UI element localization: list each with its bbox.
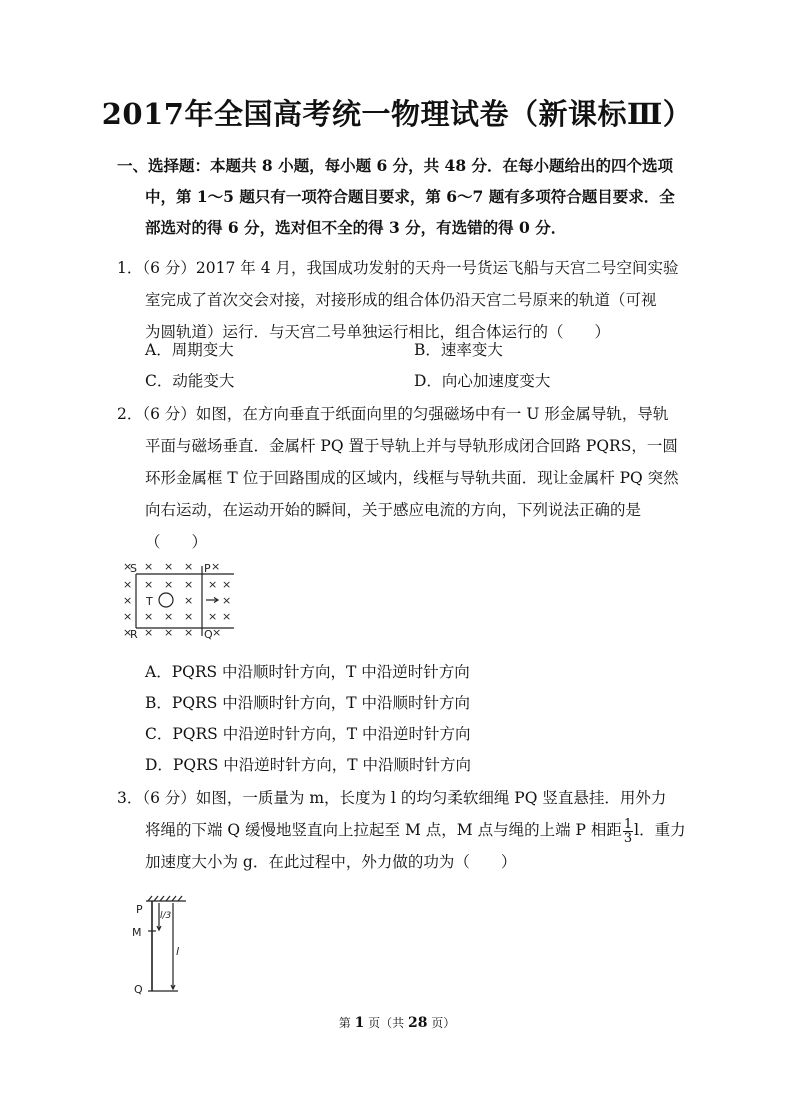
label-p: P	[204, 562, 211, 575]
cross-mark: ×	[164, 578, 174, 591]
cross-mark: ×	[123, 626, 133, 639]
section-line-1: 一、选择题：本题共 8 小题，每小题 6 分，共 48 分．在每小题给出的四个选项	[117, 156, 674, 175]
fraction-denominator: 3	[623, 830, 633, 846]
label-p: P	[136, 903, 143, 916]
fraction-numerator: 1	[623, 816, 633, 832]
question-1-line-3: 为圆轨道）运行．与天宫二号单独运行相比，组合体运行的（ ）	[145, 323, 611, 341]
question-2-line-1: 2．（6 分）如图，在方向垂直于纸面向里的匀强磁场中有一 U 形金属导轨，导轨	[117, 405, 669, 423]
question-3	[117, 782, 687, 878]
section-line-2: 中，第 1～5 题只有一项符合题目要求，第 6～7 题有多项符合题目要求．全	[145, 187, 675, 206]
question-2-line-2: 平面与磁场垂直．金属杆 PQ 置于导轨上并与导轨形成闭合回路 PQRS，一圆	[145, 437, 678, 455]
footer-suffix: 页）	[427, 1016, 456, 1030]
footer-page-number: 1	[354, 1015, 365, 1031]
question-2	[117, 398, 687, 558]
question-1-option-c: C．动能变大	[145, 372, 235, 390]
cross-mark: ×	[184, 560, 194, 573]
question-2-line-3: 环形金属框 T 位于回路围成的区域内，线框与导轨共面．现让金属杆 PQ 突然	[145, 469, 679, 487]
label-q: Q	[134, 983, 143, 996]
cross-mark: ×	[222, 610, 232, 623]
question-3-line-2	[117, 814, 687, 846]
cross-mark: ×	[144, 578, 154, 591]
cross-mark: ×	[212, 626, 222, 639]
label-r: R	[130, 628, 138, 641]
label-l-third: l/3	[160, 911, 172, 921]
cross-mark: ×	[164, 626, 174, 639]
question-2-line-5: （ ）	[145, 533, 208, 551]
footer-prefix: 第	[338, 1016, 355, 1030]
question-1-line-2: 室完成了首次交会对接，对接形成的组合体仍沿天宫二号原来的轨道（可视	[145, 291, 657, 309]
question-2-option-c: C．PQRS 中沿逆时针方向，T 中沿逆时针方向	[145, 725, 471, 743]
cross-mark: ×	[208, 610, 218, 623]
cross-mark: ×	[208, 578, 218, 591]
cross-mark: ×	[164, 560, 174, 573]
exam-title: 2017年全国高考统一物理试卷（新课标Ⅲ）	[101, 97, 693, 131]
question-1-option-a: A．周期变大	[145, 341, 234, 359]
footer-middle: 页（共	[364, 1016, 408, 1030]
cross-mark: ×	[123, 578, 133, 591]
question-1-line-1: 1．（6 分）2017 年 4 月，我国成功发射的天舟一号货运飞船与天宫二号空间实验	[117, 259, 679, 277]
cross-mark: ×	[184, 594, 194, 607]
page-footer	[0, 1014, 794, 1031]
cross-mark: ×	[144, 560, 154, 573]
question-3-line-1: 3．（6 分）如图，一质量为 m，长度为 l 的均匀柔软细绳 PQ 竖直悬挂．用外力	[117, 789, 667, 807]
question-2-option-d: D．PQRS 中沿逆时针方向，T 中沿顺时针方向	[145, 756, 472, 774]
question-3-line-2-text: 将绳的下端 Q 缓慢地竖直向上拉起至 M 点，M 点与绳的上端 P 相距	[145, 821, 622, 839]
question-2-option-a: A．PQRS 中沿顺时针方向，T 中沿逆时针方向	[145, 663, 470, 681]
question-3-line-2-end: l．重力	[634, 821, 686, 839]
footer-total-pages: 28	[407, 1015, 428, 1031]
question-1	[117, 252, 687, 348]
cross-mark: ×	[184, 610, 194, 623]
question-3-figure	[126, 893, 202, 1001]
cross-mark: ×	[222, 578, 232, 591]
question-1-option-d: D．向心加速度变大	[414, 372, 551, 390]
label-m: M	[132, 926, 142, 939]
question-2-line-4: 向右运动，在运动开始的瞬间，关于感应电流的方向，下列说法正确的是	[145, 501, 642, 519]
cross-mark: ×	[211, 560, 221, 573]
question-1-option-b: B．速率变大	[414, 341, 503, 359]
label-s: S	[130, 562, 137, 575]
cross-mark: ×	[123, 560, 133, 573]
fraction-one-third	[623, 818, 633, 845]
cross-mark: ×	[123, 594, 133, 607]
section-header	[117, 150, 687, 243]
cross-mark: ×	[184, 626, 194, 639]
cross-mark: ×	[144, 610, 154, 623]
cross-mark: ×	[222, 594, 232, 607]
question-2-figure	[120, 558, 240, 642]
cross-mark: ×	[123, 610, 133, 623]
cross-mark: ×	[184, 578, 194, 591]
label-t: T	[146, 595, 153, 608]
section-line-3: 部选对的得 6 分，选对但不全的得 3 分，有选错的得 0 分．	[145, 218, 567, 237]
question-2-option-b: B．PQRS 中沿顺时针方向，T 中沿顺时针方向	[145, 694, 471, 712]
cross-mark: ×	[144, 626, 154, 639]
label-l: l	[176, 945, 180, 958]
label-q: Q	[204, 628, 213, 641]
question-3-line-3: 加速度大小为 g．在此过程中，外力做的功为（ ）	[145, 853, 517, 871]
cross-mark: ×	[164, 610, 174, 623]
